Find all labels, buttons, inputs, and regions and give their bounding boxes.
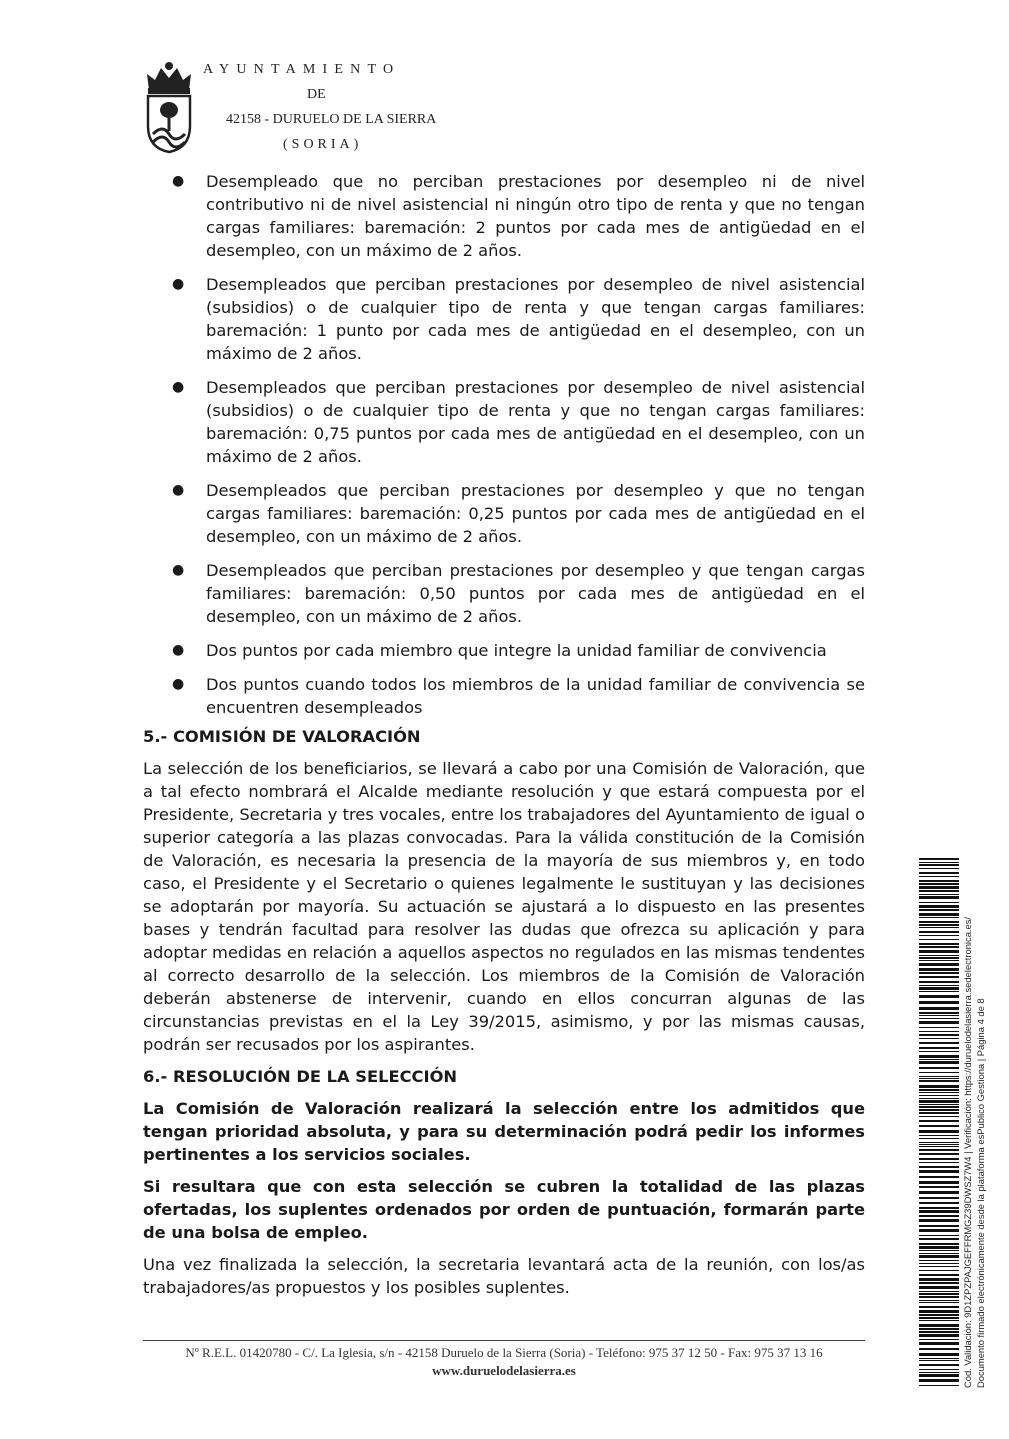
list-item xyxy=(143,376,865,468)
letterhead-town: 42158 - DURUELO DE LA SIERRA xyxy=(226,112,437,127)
bullet-icon: ● xyxy=(172,482,185,498)
scoring-criteria-list xyxy=(143,170,865,719)
bullet-icon: ● xyxy=(172,562,185,578)
verification-line-2: Documento firmado electrónicamente desde la plataforma esPublico Gestiona | Página 4 de 8 xyxy=(975,998,986,1388)
list-item xyxy=(143,273,865,365)
footer-address: Nº R.E.L. 01420780 - C/. La Iglesia, s/n - 42158 Duruelo de la Sierra (Soria) - Teléfono: 975 37 12 50 - Fax: 975 37 13 16 xyxy=(185,1345,823,1360)
letterhead-province: (SORIA) xyxy=(283,137,363,152)
verification-text xyxy=(961,858,991,1388)
document-body xyxy=(143,170,865,1308)
letterhead xyxy=(143,58,463,158)
letterhead-de: DE xyxy=(307,87,326,102)
footer-website: www.duruelodelasierra.es xyxy=(432,1363,576,1378)
letterhead-title: AYUNTAMIENTO xyxy=(203,62,401,77)
section-5-paragraph: La selección de los beneficiarios, se llevará a cabo por una Comisión de Valoración, que a tal efecto nombrará el Alcalde mediante resolución y que estará compuesta por el Presidente, Secretaria y tres vocales, entre los trabajadores del Ayuntamiento de igual o superior categoría a las plazas convocadas. Para la válida constitución de la Comisión de Valoración, es necesaria la presencia de la mayoría de sus miembros y, en todo caso, el Presidente y el Secretario o quienes legalmente le sustituyan y las decisiones se adoptarán por mayoría. Su actuación se ajustará a lo dispuesto en las presentes bases y tendrán facultad para resolver las dudas que ofrezca su aplicación y para adoptar medidas en relación a aquellos aspectos no regulados en las mismas tendentes al correcto desarrollo de la selección. Los miembros de la Comisión de Valoración deberán abstenerse de intervenir, cuando en ellos concurran algunas de las circunstancias previstas en el la Ley 39/2015, asimismo, y por las mismas causas, podrán ser recusados por los aspirantes. xyxy=(143,759,865,1054)
bullet-icon: ● xyxy=(172,676,185,692)
footer-divider xyxy=(143,1340,865,1341)
list-item-text: Desempleados que perciban prestaciones por desempleo y que no tengan cargas familiares: baremación: 0,25 puntos por cada mes de antigüedad en el desempleo, con un máximo de 2 años. xyxy=(206,481,865,546)
list-item-text: Desempleado que no perciban prestaciones por desempleo ni de nivel contributivo ni de nivel asistencial ni ningún otro tipo de renta y que no tengan cargas familiares: baremación: 2 puntos por cada mes de antigüedad en el desempleo, con un máximo de 2 años. xyxy=(206,172,865,260)
verification-line-1: Cód. Validación: 9D1ZPZPAJGEFFRMGZ39DWSZ7W4 | Verificación: https://duruelodelasierra.sedelectronica.es/ xyxy=(962,916,973,1388)
list-item xyxy=(143,479,865,548)
footer xyxy=(143,1344,865,1380)
section-5-heading: 5.- COMISIÓN DE VALORACIÓN xyxy=(143,727,421,746)
coat-of-arms-icon xyxy=(143,60,195,154)
bullet-icon: ● xyxy=(172,642,185,658)
bullet-icon: ● xyxy=(172,379,185,395)
bullet-icon: ● xyxy=(172,276,185,292)
section-6-heading: 6.- RESOLUCIÓN DE LA SELECCIÓN xyxy=(143,1067,458,1086)
list-item xyxy=(143,639,865,662)
list-item-text: Desempleados que perciban prestaciones por desempleo de nivel asistencial (subsidios) o de cualquier tipo de renta y que no tengan cargas familiares: baremación: 0,75 puntos por cada mes de antigüedad en el desempleo, con un máximo de 2 años. xyxy=(206,378,865,466)
list-item xyxy=(143,673,865,719)
list-item-text: Desempleados que perciban prestaciones por desempleo de nivel asistencial (subsidios) o de cualquier tipo de renta y que tengan cargas familiares: baremación: 1 punto por cada mes de antigüedad en el desempleo, con un máximo de 2 años. xyxy=(206,275,865,363)
bullet-icon: ● xyxy=(172,173,185,189)
list-item-text: Dos puntos por cada miembro que integre la unidad familiar de convivencia xyxy=(206,641,827,660)
section-6-paragraph-1: La Comisión de Valoración realizará la selección entre los admitidos que tengan prioridad absoluta, y para su determinación podrá pedir los informes pertinentes a los servicios sociales. xyxy=(143,1099,865,1164)
list-item-text: Dos puntos cuando todos los miembros de la unidad familiar de convivencia se encuentren desempleados xyxy=(206,675,865,717)
list-item xyxy=(143,170,865,262)
barcode-icon xyxy=(919,858,959,1388)
list-item-text: Desempleados que perciban prestaciones por desempleo y que tengan cargas familiares: baremación: 0,50 puntos por cada mes de antigüedad en el desempleo, con un máximo de 2 años. xyxy=(206,561,865,626)
section-6-paragraph-2: Si resultara que con esta selección se cubren la totalidad de las plazas ofertadas, los suplentes ordenados por orden de puntuación, formarán parte de una bolsa de empleo. xyxy=(143,1177,865,1242)
section-6-paragraph-3: Una vez finalizada la selección, la secretaria levantará acta de la reunión, con los/as trabajadores/as propuestos y los posibles suplentes. xyxy=(143,1255,865,1297)
list-item xyxy=(143,559,865,628)
